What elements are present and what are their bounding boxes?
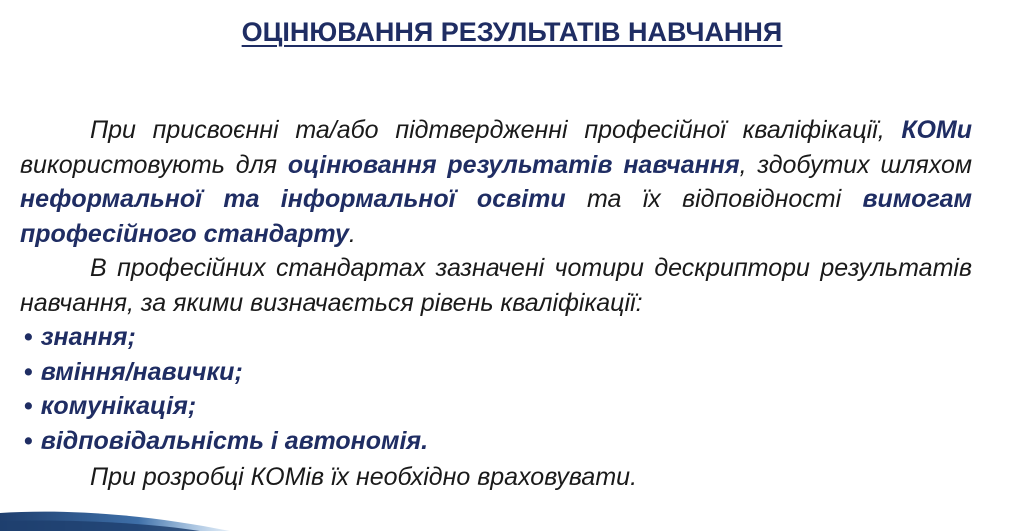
list-item [24,320,972,355]
corner-swoosh-decoration [0,491,230,531]
paragraph-closing: При розробці КОМів їх необхідно враховувати. [90,463,638,491]
list-item-label: комунікація; [40,392,197,420]
list-item-label: знання; [40,323,136,351]
list-item-label: вміння/навички; [40,357,243,386]
bullet-icon: • [24,392,33,420]
list-item [24,389,972,424]
list-item [24,424,972,459]
slide-title [0,12,1024,52]
bullet-icon: • [24,323,33,351]
list-item [24,355,972,390]
intro-text-2: використовують для [20,150,288,179]
intro-text-3: , здобутих шляхом [739,150,972,179]
intro-text-4: та їх відповідності [565,185,863,213]
slide-body [20,113,972,495]
intro-text-1: При присвоєнні та/або підтвердженні професійної кваліфікації, [90,116,902,144]
intro-text-5: . [348,219,356,248]
descriptor-list [20,320,972,458]
paragraph-descriptors: В професійних стандартах зазначені чотири дескриптори результатів навчання, за якими визначається рівень кваліфікації: [20,254,972,317]
intro-emphasis-kom: КОМи [901,116,972,144]
slide-title-text: ОЦІНЮВАННЯ РЕЗУЛЬТАТІВ НАВЧАННЯ [241,17,783,47]
intro-emphasis-education: неформальної та інформальної освіти [20,185,566,213]
intro-emphasis-assessment: оцінювання результатів навчання [287,150,740,179]
list-item-label: відповідальність і автономія. [40,426,429,455]
bullet-icon: • [24,426,33,455]
intro-emphasis-standard: вимогам професійного стандарту [20,185,972,248]
bullet-icon: • [24,357,33,386]
paragraph-intro [20,113,972,251]
